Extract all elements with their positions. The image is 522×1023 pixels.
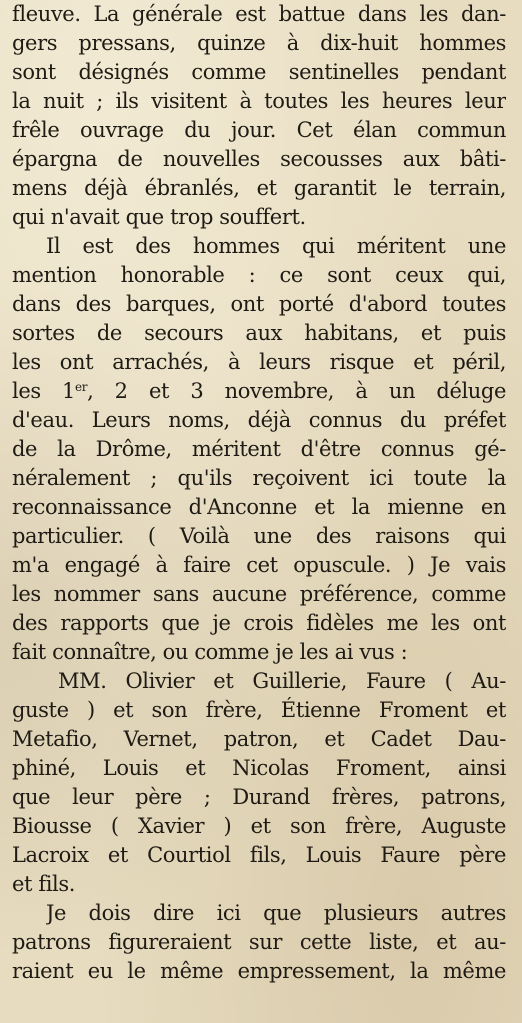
text-line: de la Drôme, méritent d'être connus gé- bbox=[12, 437, 506, 461]
text-line: m'a engagé à faire cet opuscule. ) Je vais bbox=[12, 553, 506, 577]
text-line: gers pressans, quinze à dix-huit hommes bbox=[12, 31, 506, 55]
text-line: particulier. ( Voilà une des raisons qui bbox=[12, 524, 506, 548]
text-line: Je dois dire ici que plusieurs autres bbox=[46, 901, 506, 925]
text-line: d'eau. Leurs noms, déjà connus du préfet bbox=[12, 408, 506, 432]
text-line: épargna de nouvelles secousses aux bâti- bbox=[12, 147, 506, 171]
text-line: néralement ; qu'ils reçoivent ici toute la bbox=[12, 466, 506, 490]
text-line: mention honorable : ce sont ceux qui, bbox=[12, 263, 506, 287]
text-line: dans des barques, ont porté d'abord toutes bbox=[12, 292, 506, 316]
text-line: mens déjà ébranlés, et garantit le terrain, bbox=[12, 176, 506, 200]
text-line: Il est des hommes qui méritent une bbox=[46, 234, 506, 258]
text-line: que leur père ; Durand frères, patrons, bbox=[12, 785, 506, 809]
text-line: des rapports que je crois fidèles me les ont bbox=[12, 611, 506, 635]
text-line: guste ) et son frère, Étienne Froment et bbox=[12, 698, 506, 722]
text-line: reconnaissance d'Anconne et la mienne en bbox=[12, 495, 506, 519]
text-line: Metafio, Vernet, patron, et Cadet Dau- bbox=[12, 727, 506, 751]
text-segment: les 1 bbox=[12, 379, 76, 403]
text-line: fait connaître, ou comme je les ai vus : bbox=[12, 640, 408, 664]
text-line: qui n'avait que trop souffert. bbox=[12, 205, 306, 229]
text-line: et fils. bbox=[12, 872, 75, 896]
text-line: les nommer sans aucune préférence, comme bbox=[12, 582, 506, 606]
text-line: sont désignés comme sentinelles pendant bbox=[12, 60, 506, 84]
text-line: la nuit ; ils visitent à toutes les heures leur bbox=[12, 89, 506, 113]
text-line: patrons figureraient sur cette liste, et au- bbox=[12, 930, 506, 954]
text-line: raient eu le même empressement, la même bbox=[12, 959, 506, 983]
superscript: er bbox=[75, 380, 88, 394]
text-line: phiné, Louis et Nicolas Froment, ainsi bbox=[12, 756, 506, 780]
text-line: MM. Olivier et Guillerie, Faure ( Au- bbox=[58, 669, 506, 693]
text-line: sortes de secours aux habitans, et puis bbox=[12, 321, 506, 345]
text-segment: , 2 et 3 novembre, à un déluge bbox=[87, 379, 506, 403]
text-line: fleuve. La générale est battue dans les dan- bbox=[12, 2, 506, 26]
text-line: les ont arrachés, à leurs risque et péril, bbox=[12, 350, 506, 374]
text-line: frêle ouvrage du jour. Cet élan commun bbox=[12, 118, 506, 142]
text-line: Biousse ( Xavier ) et son frère, Auguste bbox=[12, 814, 506, 838]
text-line: Lacroix et Courtiol fils, Louis Faure père bbox=[12, 843, 506, 867]
text-line bbox=[12, 378, 506, 405]
